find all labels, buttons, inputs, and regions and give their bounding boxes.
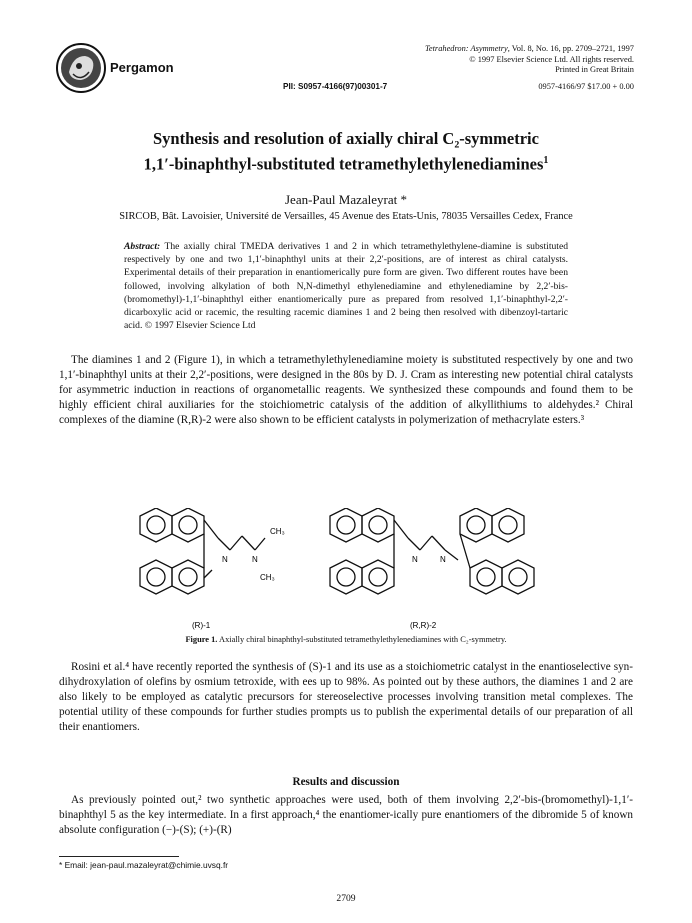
- pergamon-logo-icon: [55, 42, 107, 94]
- issn-price: 0957-4166/97 $17.00 + 0.00: [538, 82, 634, 91]
- body-paragraph-3: As previously pointed out,² two synthetic approaches were used, both of them involving 2,2′-bis-(bromomethyl)-1,1′-binaphthyl 5 as the key intermediate. In a first approach,⁴ the enantiomer-ically pure enantiomers of the dibromide 5 of known absolute configuration (−)-(S); (+)-(R): [59, 794, 633, 836]
- n-label-1: N: [222, 555, 228, 564]
- molecule-2-label: (R,R)-2: [410, 621, 437, 630]
- volume-info: , Vol. 8, No. 16, pp. 2709–2721, 1997: [507, 44, 634, 53]
- intro-paragraph: The diamines 1 and 2 (Figure 1), in which a tetramethylethylenediamine moiety is substituted respectively by one and two 1,1′-binaphthyl units at their 2,2′-positions, were designed in the 80s by D. J. Cram as interesting new potential chiral catalysts for asymmetric induction in reactions of organometallic reagents. We synthesized these compounds and found them to be highly efficient chiral auxiliaries for the stoichiometric catalysis of the addition of alkyllithiums to aldehydes.² Chiral complexes of the diamine (R,R)-2 were also shown to be efficient catalysts in polymerization of methacrylate esters.³: [59, 354, 633, 426]
- figure-caption-label: Figure 1.: [185, 635, 218, 644]
- n-label-3: N: [412, 555, 418, 564]
- publisher-name: Pergamon: [110, 60, 174, 75]
- ch3-label-top: CH₃: [270, 527, 285, 536]
- title-line-1: Synthesis and resolution of axially chiral C₂-symmetric: [153, 129, 539, 148]
- affiliation: SIRCOB, Bât. Lavoisier, Université de Versailles, 45 Avenue des Etats-Unis, 78035 Versailles Cedex, France: [119, 211, 573, 222]
- binaphthyl-unit-2: [330, 508, 445, 594]
- author: Jean-Paul Mazaleyrat *: [284, 192, 407, 207]
- footnote-email: * Email: jean-paul.mazaleyrat@chimie.uvsq.fr: [59, 860, 229, 870]
- binaphthyl-unit-1: [140, 508, 265, 594]
- footnote-rule: [59, 856, 179, 857]
- title-footnote-mark: 1: [543, 155, 549, 166]
- pii: [283, 82, 387, 91]
- figure-caption: [0, 635, 692, 644]
- abstract-text: The axially chiral TMEDA derivatives 1 and 2 in which tetramethylethylene-diamine is substituted respectively by one and two 1,1′-binaphthyl units at their 2,2′-positions, are of interest as chiral catalysts. Experimental details of their preparation in enantiomerically pure form are given. Two different routes have been followed, involving alkylation of both N,N-dimethyl ethylenediamine and ethylenediamine by 2,2′-bis-(bromomethyl)-1,1′-binaphthyl either enantiomerically pure as prepared from resolved 1,1′-binaphthyl-2,2′-dicarboxylic acid or racemic, the resulting racemic diamines 1 and 2 being then resolved with dibenzoyl-tartaric acid. © 1997 Elsevier Science Ltd: [124, 241, 568, 332]
- journal-info: [304, 44, 634, 76]
- section-heading: Results and discussion: [292, 776, 400, 788]
- paper-title: [40, 128, 652, 176]
- figure-caption-text: Axially chiral binaphthyl-substituted tetramethylethylenediamines with C₂-symmetry.: [217, 635, 507, 644]
- ch3-label-bottom: CH₃: [260, 573, 275, 582]
- abstract: [124, 240, 568, 332]
- copyright: © 1997 Elsevier Science Ltd. All rights reserved.: [469, 54, 634, 64]
- n-label-2: N: [252, 555, 258, 564]
- abstract-label: Abstract:: [124, 241, 161, 252]
- figure-1-structures: [100, 508, 580, 643]
- body-paragraph-2: Rosini et al.⁴ have recently reported the synthesis of (S)-1 and its use as a stoichiometric catalyst in the enantioselective syn-dihydroxylation of olefins by osmium tetroxide, with ees up to 98%. As pointed out by these authors, the diamines 1 and 2 are also likely to be employed as catalytic precursors for stereoselective processes involving transition metal complexes. The potential utility of these compounds for further studies prompts us to publish the experimental details of our preparation of all their enantiomers.: [59, 661, 633, 733]
- n-label-4: N: [440, 555, 446, 564]
- printed-in: Printed in Great Britain: [555, 65, 634, 74]
- pii-code: S0957-4166(97)00301-7: [298, 82, 388, 91]
- pii-label: PII:: [283, 82, 299, 91]
- binaphthyl-unit-3: [445, 508, 534, 594]
- molecule-1-label: (R)-1: [192, 621, 211, 630]
- journal-name: Tetrahedron: Asymmetry: [425, 44, 508, 53]
- page-number: 2709: [336, 893, 356, 904]
- title-line-2: 1,1′-binaphthyl-substituted tetramethylethylenediamines: [143, 154, 544, 174]
